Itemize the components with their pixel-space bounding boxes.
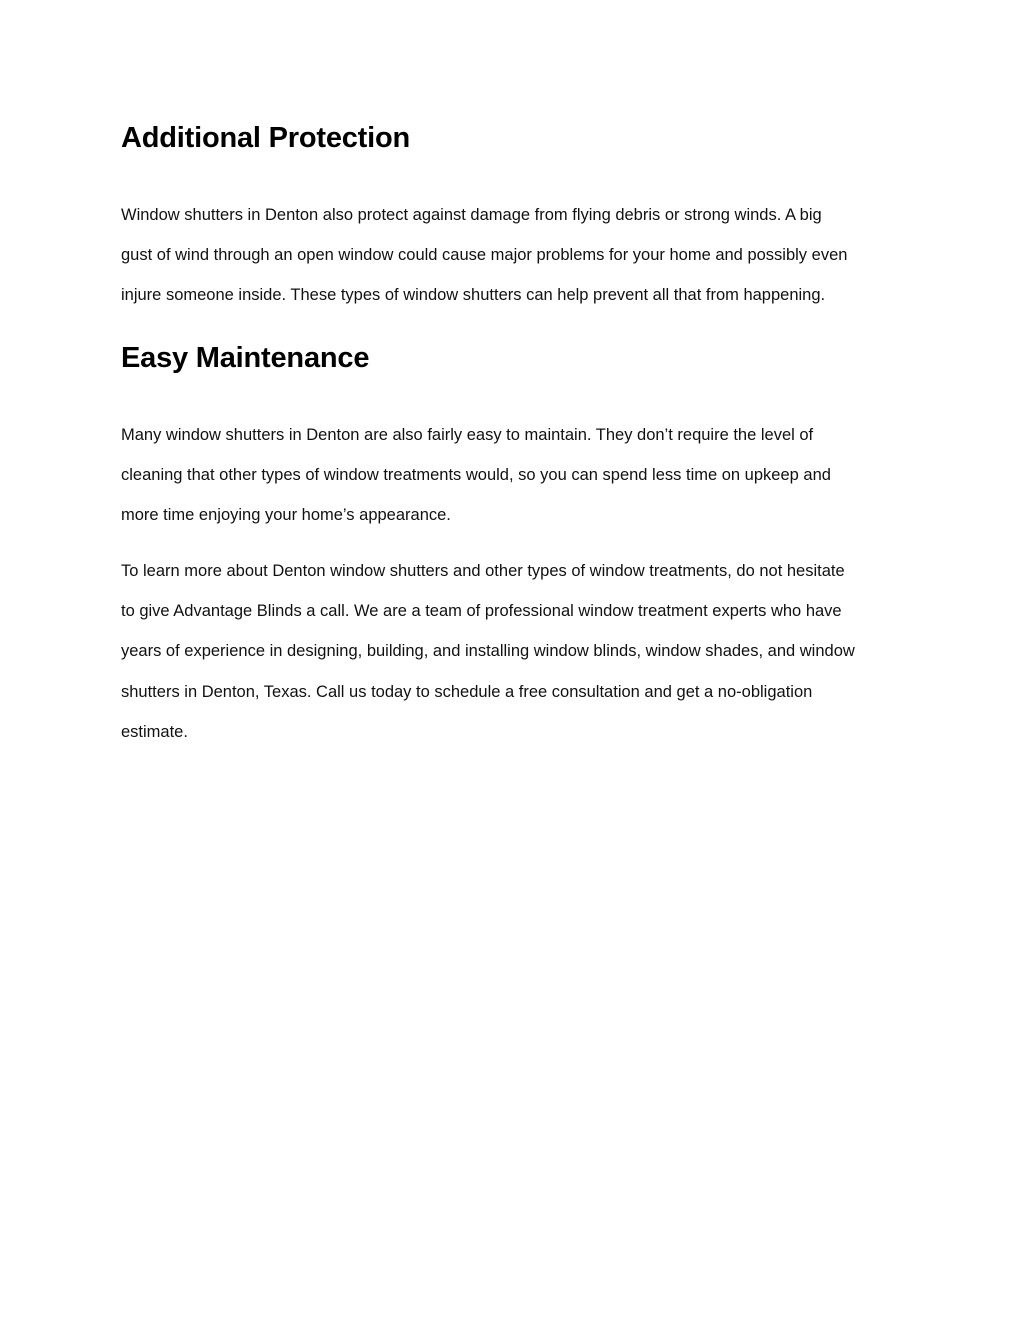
paragraph-line: To learn more about Denton window shutters and other types of window treatments, do not hesitate — [121, 562, 845, 580]
heading-easy-maintenance: Easy Maintenance — [121, 342, 370, 374]
paragraph-line: years of experience in designing, building, and installing window blinds, window shades, and window — [121, 642, 855, 661]
paragraph-line: cleaning that other types of window treatments would, so you can spend less time on upkeep and — [121, 466, 831, 485]
paragraph-line: Many window shutters in Denton are also fairly easy to maintain. They don’t require the level of — [121, 426, 814, 444]
paragraph-line: more time enjoying your home’s appearance. — [121, 506, 451, 525]
paragraph-line: gust of wind through an open window could cause major problems for your home and possibly even — [121, 246, 848, 265]
paragraph-line: to give Advantage Blinds a call. We are a team of professional window treatment experts who have — [121, 602, 842, 621]
paragraph-line: estimate. — [121, 722, 188, 741]
paragraph-line: shutters in Denton, Texas. Call us today to schedule a free consultation and get a no-obligation — [121, 682, 813, 701]
paragraph-protection — [121, 195, 911, 316]
heading-additional-protection: Additional Protection — [121, 122, 411, 154]
paragraph-line: Window shutters in Denton also protect against damage from flying debris or strong winds. A big — [121, 206, 822, 224]
paragraph-maintenance — [121, 415, 911, 536]
paragraph-contact — [121, 551, 911, 752]
paragraph-line: injure someone inside. These types of window shutters can help prevent all that from happening. — [121, 286, 826, 305]
